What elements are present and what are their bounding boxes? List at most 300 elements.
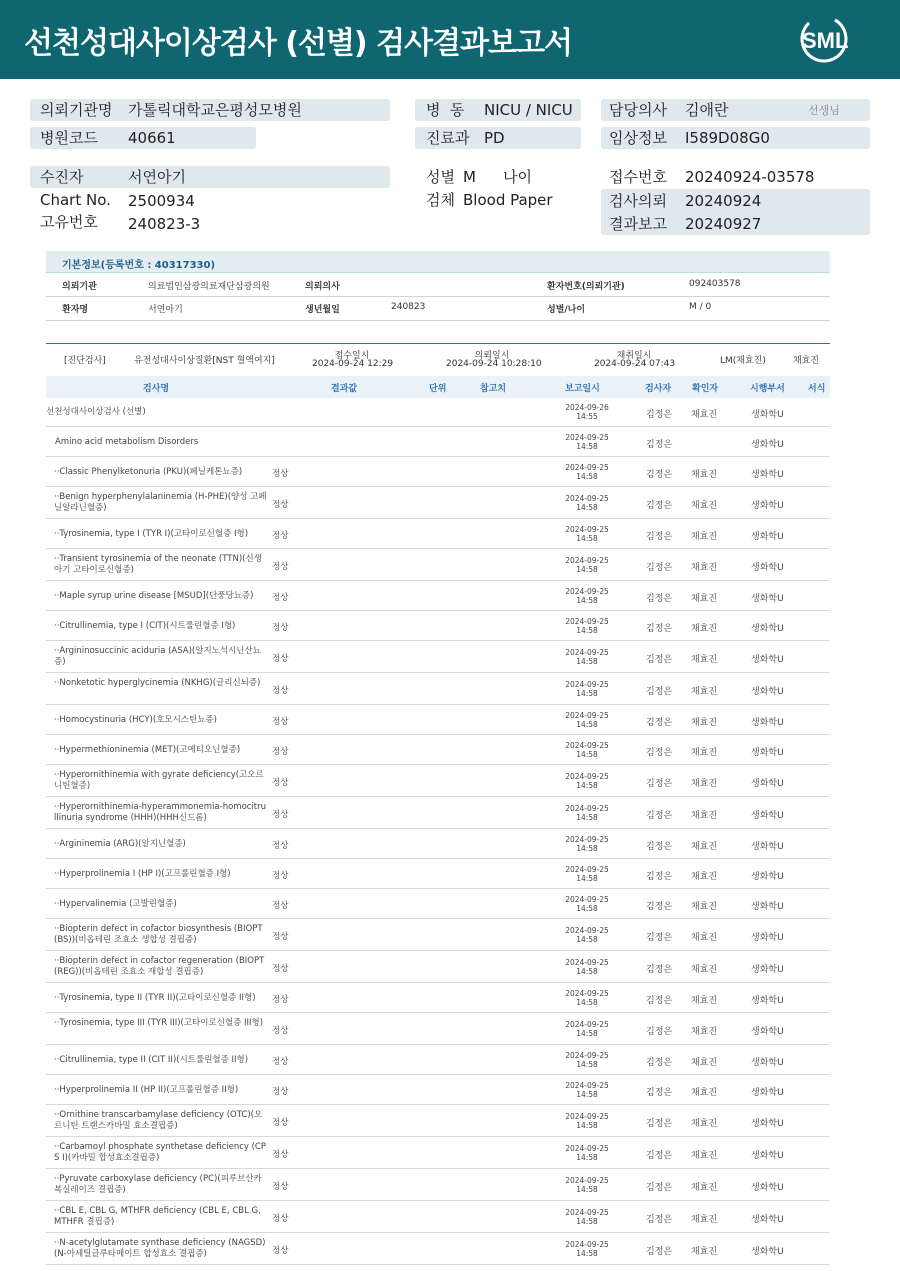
test-result: 정상 [272, 500, 289, 510]
tester-name: 김정은 [646, 1027, 673, 1037]
clinical-value: I589D08G0 [685, 129, 770, 147]
confirmer-name: 채효진 [691, 655, 718, 665]
report-time: 14:58 [576, 1153, 598, 1162]
report-datetime [544, 403, 630, 421]
bi-label: 환자명 [62, 305, 89, 315]
report-date: 2024-09-25 [565, 895, 609, 904]
tester-name: 김정은 [646, 842, 673, 852]
report-time: 14:58 [576, 998, 598, 1007]
report-datetime [544, 433, 630, 451]
report-date: 2024-09-25 [565, 804, 609, 813]
divider [46, 296, 830, 297]
report-time: 14:58 [576, 750, 598, 759]
test-name: ··Citrullinemia, type I (CIT)(시트룰린혈증 I형) [54, 621, 236, 631]
table-row [46, 1138, 830, 1169]
confirmer-name: 채효진 [691, 501, 718, 511]
report-datetime [544, 494, 630, 512]
tester-name: 김정은 [646, 1088, 673, 1098]
sex-label: 성별 [426, 168, 455, 186]
report-date: 2024-09-25 [565, 926, 609, 935]
report-time: 14:58 [576, 781, 598, 790]
report-date: 2024-09-25 [565, 1051, 609, 1060]
dept-name: 생화학U [751, 842, 784, 852]
table-row [46, 830, 830, 859]
bi-label: 의뢰의사 [305, 282, 340, 292]
report-datetime [544, 895, 630, 913]
bi-label: 환자번호(의뢰기관) [547, 282, 625, 292]
table-row [46, 674, 830, 705]
dept-name: 생화학U [751, 440, 784, 450]
request-title: 의뢰일시 [474, 351, 510, 361]
confirmer-name: 채효진 [691, 410, 718, 420]
test-result: 정상 [272, 810, 289, 820]
confirmer-name: 채효진 [691, 470, 718, 480]
col-unit: 단위 [429, 384, 447, 394]
report-time: 14:58 [576, 503, 598, 512]
report-header [0, 0, 900, 79]
report-date: 2024-09-25 [565, 711, 609, 720]
dept-name: 생화학U [751, 563, 784, 573]
confirmer-name: 채효진 [691, 1247, 718, 1257]
report-datetime [544, 772, 630, 790]
request-datetime: 2024-09-24 10:28:10 [446, 359, 542, 369]
basic-info-title: 기본정보(등록번호 : 40317330) [62, 260, 216, 271]
request-value: 20240924 [685, 192, 762, 210]
divider [46, 320, 830, 321]
test-name: ··Hypermethioninemia (MET)(고메티오닌혈증) [54, 745, 241, 755]
report-datetime [544, 865, 630, 883]
ward-label: 병 동 [426, 101, 465, 119]
report-time: 14:58 [576, 626, 598, 635]
dept-name: 생화학U [751, 902, 784, 912]
bi-label: 성별/나이 [547, 305, 586, 315]
tester-name: 김정은 [646, 410, 673, 420]
report-date: 2024-09-25 [565, 494, 609, 503]
dept-name: 생화학U [751, 748, 784, 758]
report-date: 2024-09-25 [565, 648, 609, 657]
confirmer-name: 채효진 [691, 811, 718, 821]
test-name: ··Hyperornithinemia with gyrate deficiency(고오르니틴혈증) [54, 770, 264, 791]
col-test: 검사명 [143, 384, 170, 394]
report-time: 14:58 [576, 874, 598, 883]
report-date: 2024-09-26 [565, 403, 609, 412]
test-result: 정상 [272, 686, 289, 696]
report-date: 2024-09-25 [565, 1176, 609, 1185]
report-date: 2024-09-25 [565, 463, 609, 472]
test-name: 선천성대사이상검사 (선별) [46, 407, 146, 417]
dept-name: 생화학U [751, 410, 784, 420]
report-datetime [544, 1208, 630, 1226]
tester-name: 김정은 [646, 965, 673, 975]
report-date: 2024-09-25 [565, 835, 609, 844]
test-result: 정상 [272, 1057, 289, 1067]
report-date: 2024-09-25 [565, 989, 609, 998]
dept-name: 생화학U [751, 1183, 784, 1193]
bi-label: 생년월일 [305, 305, 340, 315]
tester-name: 김정은 [646, 532, 673, 542]
test-name: ··Biopterin defect in cofactor biosynthesis (BIOPT(BS))(비옵테린 조효소 생합성 결핍증) [54, 924, 263, 945]
confirmer-name: 채효진 [691, 1183, 718, 1193]
confirmer-name: 채효진 [691, 872, 718, 882]
report-time: 14:58 [576, 534, 598, 543]
test-name: ··Homocystinuria (HCY)(호모시스틴뇨증) [54, 715, 217, 725]
confirmer-name: 채효진 [691, 933, 718, 943]
table-row [46, 642, 830, 673]
test-name: ··Classic Phenylketonuria (PKU)(페닐케톤뇨증) [54, 467, 243, 477]
test-result: 정상 [272, 747, 289, 757]
receipt-datetime: 2024-09-24 12:29 [312, 359, 394, 369]
lm-label: LM(채효진) [720, 356, 766, 366]
chart-label: Chart No. [40, 191, 111, 209]
test-name: ··Tyrosinemia, type I (TYR I)(고타이로신혈증 I형) [54, 529, 249, 539]
patient-box [30, 166, 390, 188]
report-datetime [544, 680, 630, 698]
test-name: ··Tyrosinemia, type II (TYR II)(고타이로신혈증 II형) [54, 993, 256, 1003]
specimen-value: Blood Paper [463, 191, 553, 209]
report-datetime [544, 804, 630, 822]
tester-name: 김정은 [646, 779, 673, 789]
bi-label: 의뢰기관 [62, 282, 97, 292]
confirmer-name: 채효진 [691, 1088, 718, 1098]
report-datetime [544, 1144, 630, 1162]
table-row [46, 706, 830, 735]
patient-label: 수진자 [40, 168, 84, 186]
basic-info-table [46, 273, 830, 321]
tester-name: 김정은 [646, 1119, 673, 1129]
report-time: 14:58 [576, 565, 598, 574]
report-time: 14:58 [576, 689, 598, 698]
tester-name: 김정은 [646, 655, 673, 665]
report-time: 14:58 [576, 1249, 598, 1258]
test-name: ··Argininosuccinic aciduria (ASA)(알지노석시닌산뇨증) [54, 646, 261, 667]
diagnosis-row [46, 345, 830, 375]
table-row [46, 1076, 830, 1105]
tester-name: 김정은 [646, 996, 673, 1006]
report-time: 14:58 [576, 935, 598, 944]
test-name: ··Ornithine transcarbamylase deficiency (OTC)(오르니틴 트랜스카바밀 효소결핍증) [54, 1110, 263, 1131]
report-time: 14:58 [576, 657, 598, 666]
test-result: 정상 [272, 469, 289, 479]
dept-name: 생화학U [751, 872, 784, 882]
test-name: ··Citrullinemia, type II (CIT II)(시트룰린혈증 II형) [54, 1055, 249, 1065]
code-label: 병원코드 [40, 129, 98, 147]
col-ref: 참고치 [480, 384, 507, 394]
test-result: 정상 [272, 932, 289, 942]
report-time: 14:58 [576, 813, 598, 822]
report-time: 14:58 [576, 720, 598, 729]
test-result: 정상 [272, 1087, 289, 1097]
report-date: 2024-09-25 [565, 617, 609, 626]
confirmer-name: 채효진 [691, 902, 718, 912]
table-row [46, 1170, 830, 1201]
chart-value: 2500934 [128, 192, 195, 210]
test-name: ··Hyperprolinemia I (HP I)(고프롤린혈증 I형) [54, 869, 231, 879]
tester-name: 김정은 [646, 902, 673, 912]
dept-name: 생화학U [751, 779, 784, 789]
dept-name: 생화학U [751, 624, 784, 634]
confirmer-name: 채효진 [691, 996, 718, 1006]
confirmer-name: 채효진 [691, 1119, 718, 1129]
report-date: 2024-09-25 [565, 1240, 609, 1249]
table-row [46, 612, 830, 641]
dept-name: 생화학U [751, 996, 784, 1006]
tester-name: 김정은 [646, 1183, 673, 1193]
tester-name: 김정은 [646, 563, 673, 573]
dept-name: 생화학U [751, 933, 784, 943]
confirmer-name: 채효진 [691, 779, 718, 789]
report-time: 14:58 [576, 472, 598, 481]
report-time: 14:58 [576, 1217, 598, 1226]
report-date: 2024-09-25 [565, 772, 609, 781]
tester-name: 김정은 [646, 594, 673, 604]
dept-name: 생화학U [751, 811, 784, 821]
doctor-suffix: 선생님 [808, 104, 840, 117]
age-label: 나이 [503, 168, 532, 186]
unique-value: 240823-3 [128, 215, 201, 233]
test-name: ··Hypervalinemia (고발린혈증) [54, 899, 177, 909]
table-row [46, 1046, 830, 1075]
confirmer-name: 채효진 [691, 687, 718, 697]
table-row [46, 1234, 830, 1265]
test-name: ··Benign hyperphenylalaninemia (H-PHE)(양성 고페닐알라닌혈증) [54, 492, 267, 513]
report-datetime [544, 1020, 630, 1038]
test-name: ··Maple syrup urine disease [MSUD](단풍당뇨증) [54, 591, 254, 601]
report-date: 2024-09-25 [565, 587, 609, 596]
org-label: 의뢰기관명 [40, 101, 113, 119]
report-time: 14:55 [576, 412, 598, 421]
bi-value: 240823 [391, 302, 426, 312]
test-name: Amino acid metabolism Disorders [55, 437, 199, 447]
col-sign: 서식 [808, 384, 826, 394]
test-result: 정상 [272, 1182, 289, 1192]
org-value: 가톨릭대학교은평성모병원 [128, 101, 302, 119]
request-label: 검사의뢰 [609, 192, 667, 210]
test-result: 정상 [272, 1118, 289, 1128]
report-datetime [544, 711, 630, 729]
diagnosis-label: [진단검사] [64, 356, 106, 366]
tester-name: 김정은 [646, 748, 673, 758]
report-date: 2024-09-25 [565, 1081, 609, 1090]
tester-name: 김정은 [646, 624, 673, 634]
col-tester: 검사자 [645, 384, 672, 394]
test-result: 정상 [272, 717, 289, 727]
report-datetime [544, 989, 630, 1007]
report-datetime [544, 1081, 630, 1099]
report-date: 2024-09-25 [565, 1208, 609, 1217]
test-result: 정상 [272, 531, 289, 541]
table-row [46, 736, 830, 765]
dept-name: 생화학U [751, 470, 784, 480]
confirmer-name: 채효진 [691, 718, 718, 728]
report-datetime [544, 1240, 630, 1258]
tester-name: 김정은 [646, 440, 673, 450]
report-datetime [544, 741, 630, 759]
confirmer-name: 채효진 [691, 965, 718, 975]
sml-logo-icon [796, 12, 856, 66]
confirmer-name: 채효진 [691, 563, 718, 573]
test-name: ··Tyrosinemia, type III (TYR III)(고타이로신혈증 III형) [54, 1018, 264, 1028]
receipt-title: 접수일시 [334, 351, 370, 361]
report-datetime [544, 1051, 630, 1069]
tester-name: 김정은 [646, 470, 673, 480]
table-row [46, 520, 830, 549]
sex-value: M [463, 168, 476, 186]
col-dept: 시행부서 [750, 384, 785, 394]
report-time: 14:58 [576, 1090, 598, 1099]
bi-value: 092403578 [689, 279, 741, 289]
dept-name: 생화학U [751, 687, 784, 697]
dept-label: 진료과 [426, 129, 470, 147]
test-name: ··Argininemia (ARG)(알지닌혈증) [54, 839, 186, 849]
diagnosis-top-line [46, 343, 830, 344]
dept-name: 생화학U [751, 594, 784, 604]
confirmer-name: 채효진 [691, 842, 718, 852]
tester-name: 김정은 [646, 501, 673, 511]
code-value: 40661 [128, 129, 176, 147]
collect-title: 채취일시 [616, 351, 652, 361]
table-row [46, 458, 830, 487]
report-datetime [544, 835, 630, 853]
report-time: 14:58 [576, 1185, 598, 1194]
test-result: 정상 [272, 964, 289, 974]
specimen-label: 검체 [426, 191, 455, 209]
test-name: ··Hyperornithinemia-hyperammonemia-homocitrullinuria syndrome (HHH)(HHH신드롬) [54, 802, 267, 823]
report-datetime [544, 958, 630, 976]
confirmer-name: 채효진 [691, 532, 718, 542]
test-result: 정상 [272, 841, 289, 851]
confirmer-name: 채효진 [691, 624, 718, 634]
test-name: ··Biopterin defect in cofactor regeneration (BIOPT(REG))(비옵테린 조효소 재합성 결핍증) [54, 956, 265, 977]
col-result: 결과값 [331, 384, 358, 394]
table-row [46, 798, 830, 829]
test-result: 정상 [272, 1214, 289, 1224]
report-date: 2024-09-25 [565, 958, 609, 967]
col-confirmer: 확인자 [692, 384, 719, 394]
test-name: ··Pyruvate carboxylase deficiency (PC)(피루브산카복실레이즈 결핍증) [54, 1174, 262, 1195]
tester-name: 김정은 [646, 718, 673, 728]
test-result: 정상 [272, 562, 289, 572]
report-title: 선천성대사이상검사 (선별) 검사결과보고서 [24, 26, 572, 61]
patient-value: 서연아기 [128, 168, 186, 186]
collect-datetime: 2024-09-24 07:43 [594, 359, 676, 369]
dept-name: 생화학U [751, 501, 784, 511]
logo-text: SML [802, 28, 849, 53]
doctor-value: 김애란 [685, 101, 729, 119]
clinical-label: 임상정보 [609, 129, 667, 147]
ward-value: NICU / NICU [484, 101, 573, 119]
report-date: 2024-09-25 [565, 1020, 609, 1029]
confirmer-name: 채효진 [691, 1151, 718, 1161]
report-time: 14:58 [576, 1121, 598, 1130]
report-time: 14:58 [576, 1060, 598, 1069]
tester-name: 김정은 [646, 872, 673, 882]
report-datetime [544, 1112, 630, 1130]
table-row [46, 952, 830, 983]
basic-info-heading [46, 251, 830, 273]
confirmer-name: 채효진 [691, 1058, 718, 1068]
report-date: 2024-09-25 [565, 1112, 609, 1121]
report-value: 20240927 [685, 215, 762, 233]
test-result: 정상 [272, 593, 289, 603]
test-result: 정상 [272, 1150, 289, 1160]
table-row [46, 860, 830, 889]
report-datetime [544, 617, 630, 635]
dept-name: 생화학U [751, 1215, 784, 1225]
report-date: 2024-09-25 [565, 741, 609, 750]
table-row [46, 890, 830, 919]
test-name: ··Hyperprolinemia II (HP II)(고프롤린혈증 II형) [54, 1085, 239, 1095]
test-result: 정상 [272, 871, 289, 881]
test-name: ··Carbamoyl phosphate synthetase deficiency (CPS I)(카바밀 합성효소결핍증) [54, 1142, 266, 1163]
col-report-datetime: 보고일시 [565, 384, 600, 394]
report-time: 14:58 [576, 442, 598, 451]
report-datetime [544, 556, 630, 574]
confirmer-name: 채효진 [691, 594, 718, 604]
report-date: 2024-09-25 [565, 1144, 609, 1153]
diagnosis-name: 유전성대사이상질환[NST 혈액여지] [134, 356, 275, 366]
dept-name: 생화학U [751, 532, 784, 542]
confirmer-name: 채효진 [691, 1027, 718, 1037]
tester-name: 김정은 [646, 933, 673, 943]
unique-label: 고유번호 [40, 213, 98, 231]
report-datetime [544, 648, 630, 666]
doctor-label: 담당의사 [609, 101, 667, 119]
test-result: 정상 [272, 995, 289, 1005]
dept-name: 생화학U [751, 1058, 784, 1068]
report-datetime [544, 587, 630, 605]
table-row [46, 984, 830, 1013]
receipt-label: 접수번호 [609, 168, 667, 186]
test-name: ··CBL E, CBL G, MTHFR deficiency (CBL E, CBL G, MTHFR 결핍증) [54, 1206, 261, 1227]
lm-name: 채효진 [793, 356, 820, 366]
tester-name: 김정은 [646, 1215, 673, 1225]
bi-value: 의료법인삼광의료재단삼광의원 [148, 282, 270, 292]
confirmer-name: 채효진 [691, 1215, 718, 1225]
report-time: 14:58 [576, 1029, 598, 1038]
dept-value: PD [484, 129, 505, 147]
report-datetime [544, 1176, 630, 1194]
dept-name: 생화학U [751, 655, 784, 665]
receipt-value: 20240924-03578 [685, 168, 815, 186]
report-date: 2024-09-25 [565, 680, 609, 689]
table-row [46, 428, 830, 457]
test-result: 정상 [272, 623, 289, 633]
table-row [46, 920, 830, 951]
table-row [46, 1014, 830, 1045]
table-row [46, 488, 830, 519]
test-name: ··N-acetylglutamate synthase deficiency (NAGSD)(N-아세틸글루타메이트 합성효소 결핍증) [54, 1238, 266, 1259]
tester-name: 김정은 [646, 1058, 673, 1068]
tester-name: 김정은 [646, 1151, 673, 1161]
report-date: 2024-09-25 [565, 556, 609, 565]
table-row [46, 1202, 830, 1233]
table-row [46, 1106, 830, 1137]
report-datetime [544, 463, 630, 481]
tester-name: 김정은 [646, 811, 673, 821]
bi-value: 서연아기 [148, 305, 183, 315]
report-date: 2024-09-25 [565, 525, 609, 534]
dept-name: 생화학U [751, 718, 784, 728]
tester-name: 김정은 [646, 1247, 673, 1257]
report-date: 2024-09-25 [565, 433, 609, 442]
table-row [46, 398, 830, 427]
tester-name: 김정은 [646, 687, 673, 697]
report-label: 결과보고 [609, 215, 667, 233]
report-time: 14:58 [576, 904, 598, 913]
table-row [46, 582, 830, 611]
table-row [46, 766, 830, 797]
test-result: 정상 [272, 1246, 289, 1256]
